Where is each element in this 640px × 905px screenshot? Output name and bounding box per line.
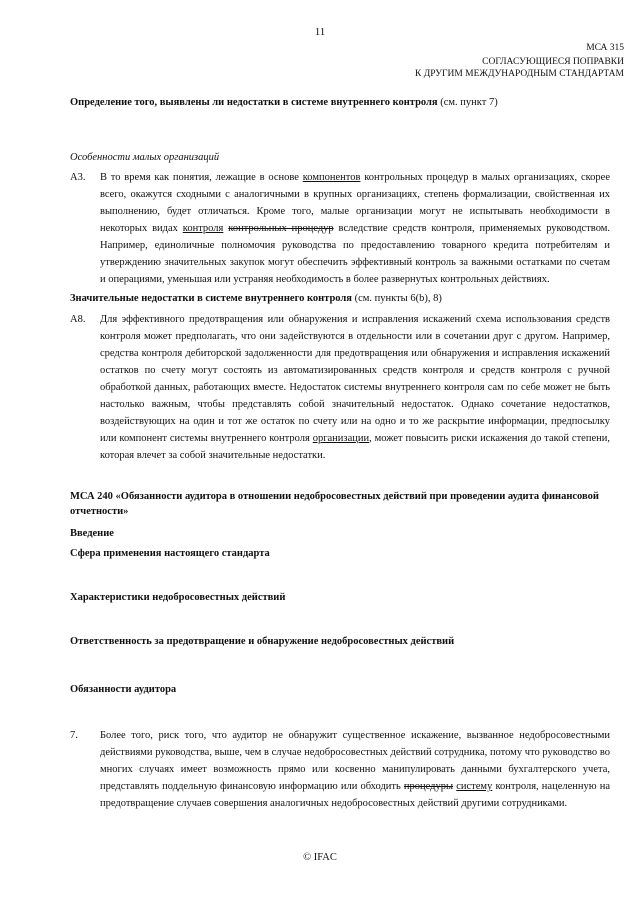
text-run: контрольных процедур в малых организациях, скорее всего, окажутся сходными с аналогичными в крупных организациях, степень формализации, свойственная их выполнению, будет отличаться. Кроме того, малые организации могут не испытывать необходимости в некоторых видах xyxy=(100,172,611,234)
deleted-text: контрольных процедур xyxy=(228,223,334,234)
para-a3 xyxy=(100,169,610,288)
section2-heading-ref: (см. пункты 6(b), 8) xyxy=(351,293,442,304)
para-a8 xyxy=(100,311,610,464)
heading-characteristics: Характеристики недобросовестных действий xyxy=(70,592,286,603)
deleted-text: процедуры xyxy=(403,781,454,792)
inserted-text: контроля xyxy=(182,223,224,234)
heading-responsibility: Ответственность за предотвращение и обнаружение недобросовестных действий xyxy=(70,636,455,647)
text-run: В то время как понятия, лежащие в основе xyxy=(100,172,303,183)
text-run: Для эффективного предотвращения или обнаружения и исправления искажений схема использования средств контроля может предполагать, что они задействуются в отдельности или в сочетании друг с другом. Например, средства контроля дебиторской задолженности для предотвращения или обнаружения и исправления искажений остатков по счету могут состоять из автоматизированных средств контроля и средств контроля с ручной обработкой данных, работающих вместе. Недостаток системы внутреннего контроля сам по себе может не быть настолько важным, чтобы представлять собой значительный недостаток. Однако сочетание недостатков, воздействующих на один и тот же остаток по счету или на одно и то же раскрытие информации, предпосылку или компонент системы внутреннего контроля xyxy=(100,314,610,444)
para-7 xyxy=(100,727,610,812)
inserted-text: организации xyxy=(312,433,370,444)
section1-subheading: Особенности малых организаций xyxy=(70,152,220,163)
heading-scope: Сфера применения настоящего стандарта xyxy=(70,548,270,559)
footer-copyright: © IFAC xyxy=(303,852,337,863)
header-line-2: К ДРУГИМ МЕЖДУНАРОДНЫМ СТАНДАРТАМ xyxy=(415,69,624,79)
heading-auditor-duties: Обязанности аудитора xyxy=(70,684,177,695)
section2-heading xyxy=(70,293,442,304)
section1-heading-ref: (см. пункт 7) xyxy=(437,97,498,108)
text-run: вследствие средств контроля, применяемых руководством. Например, единоличные полномочия руководства по предоставлению товарного кредита потребителям и утверждению значительных закупок могут обеспечить эффективный контроль за важными остатками по счетам и операциями, уменьшая или устраняя необходимость в более развернутых контрольных действиях. xyxy=(100,223,611,285)
section1-heading xyxy=(70,97,498,108)
text-run: , может повысить риски искажения до такой степени, которая влечет за собой значительные недостатки. xyxy=(100,433,610,461)
para-a3-label: A3. xyxy=(70,172,86,183)
text-run: Более того, риск того, что аудитор не обнаружит существенное искажение, вызванное недобросовестными действиями руководства, выше, чем в случае недобросовестных действий сотрудника, потому что руководство во многих случаях имеет возможность прямо или косвенно манипулировать данными бухгалтерского учета, представлять поддельную финансовую информацию или обходить xyxy=(100,730,610,792)
section1-heading-title: Определение того, выявлены ли недостатки в системе внутреннего контроля xyxy=(70,97,438,108)
heading-introduction: Введение xyxy=(70,528,114,539)
standard-code: МСА 315 xyxy=(586,43,624,53)
inserted-text: систему xyxy=(456,781,493,792)
text-run: контроля, нацеленную на предотвращение случаев совершения аналогичных недобросовестных действий другими сотрудниками. xyxy=(100,781,611,809)
page-number: 11 xyxy=(314,26,326,38)
para-a8-label: A8. xyxy=(70,314,86,325)
isa240-title: МСА 240 «Обязанности аудитора в отношении недобросовестных действий при проведении аудита финансовой отчетности» xyxy=(70,491,599,517)
para-7-label: 7. xyxy=(70,730,78,741)
header-line-1: СОГЛАСУЮЩИЕСЯ ПОПРАВКИ xyxy=(482,57,624,67)
inserted-text: компонентов xyxy=(302,172,361,183)
section2-heading-title: Значительные недостатки в системе внутреннего контроля xyxy=(70,293,352,304)
